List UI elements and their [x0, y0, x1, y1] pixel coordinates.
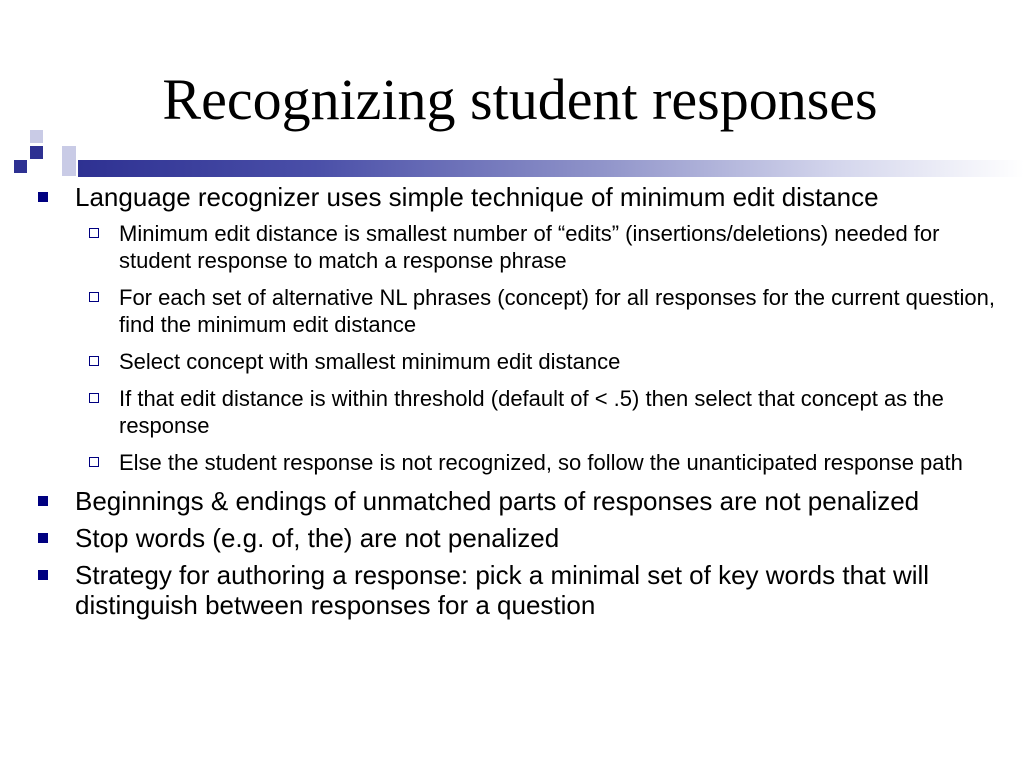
hollow-square-bullet-icon — [89, 356, 99, 366]
bullet-text: Beginnings & endings of unmatched parts of responses are not penalized — [75, 486, 920, 516]
bullet-text: Stop words (e.g. of, the) are not penalized — [75, 523, 560, 553]
square-bullet-icon — [38, 570, 48, 580]
sub-bullet-text: Else the student response is not recognized, so follow the unanticipated response path — [119, 450, 963, 475]
sub-bullet-text: Minimum edit distance is smallest number of “edits” (insertions/deletions) needed for student response to match a response phrase — [119, 221, 940, 273]
square-bullet-icon — [38, 533, 48, 543]
bullet-text: Strategy for authoring a response: pick a minimal set of key words that will distinguish between responses for a question — [75, 560, 930, 620]
hollow-square-bullet-icon — [89, 393, 99, 403]
title-underline-bar — [78, 160, 1024, 177]
bullet-item — [0, 486, 1000, 516]
bullet-text: Language recognizer uses simple technique of minimum edit distance — [75, 182, 879, 212]
sub-bullet-text: For each set of alternative NL phrases (concept) for all responses for the current question, find the minimum edit distance — [119, 285, 995, 337]
square-bullet-icon — [38, 496, 48, 506]
hollow-square-bullet-icon — [89, 457, 99, 467]
sub-bullet-item — [75, 284, 999, 338]
bullet-list — [0, 182, 1000, 627]
slide-title: Recognizing student responses — [162, 67, 878, 132]
bullet-item — [0, 182, 1000, 476]
sub-bullet-item — [75, 220, 999, 274]
sub-bullet-item — [75, 385, 999, 439]
bullet-item — [0, 560, 1000, 620]
sub-bullet-item — [75, 348, 999, 375]
sub-bullet-list — [75, 220, 1000, 476]
sub-bullet-item — [75, 449, 999, 476]
square-bullet-icon — [38, 192, 48, 202]
hollow-square-bullet-icon — [89, 228, 99, 238]
sub-bullet-text: Select concept with smallest minimum edit distance — [119, 349, 621, 374]
sub-bullet-text: If that edit distance is within threshold (default of < .5) then select that concept as the response — [119, 386, 944, 438]
hollow-square-bullet-icon — [89, 292, 99, 302]
bullet-item — [0, 523, 1000, 553]
